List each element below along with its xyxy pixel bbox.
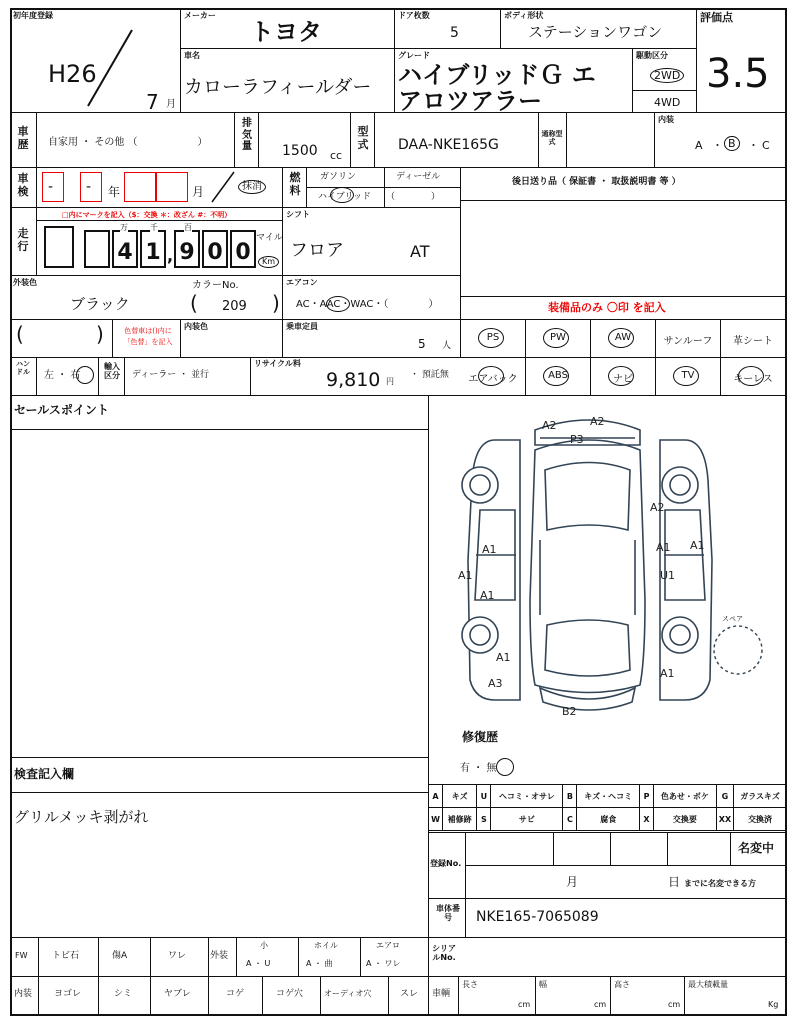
recycle-unit: 円	[386, 377, 394, 386]
mileage-sen: 千	[150, 223, 158, 232]
score-label: 評価点	[700, 11, 733, 24]
reg-day: 日	[668, 875, 681, 889]
nai-koge-ana: コゲ穴	[276, 989, 304, 999]
displacement-label: 排気量	[242, 118, 252, 152]
exterior-color-value: ブラック	[70, 295, 130, 313]
damage-mark: U1	[660, 569, 676, 582]
legend-code: B	[563, 785, 577, 808]
damage-mark: A1	[458, 569, 473, 582]
mileage-man: 万	[120, 223, 128, 232]
displacement-unit: cc	[330, 149, 343, 162]
interior-a: A	[695, 139, 703, 152]
chassis-value: NKE165-7065089	[476, 909, 599, 925]
mileage-hyaku: 百	[184, 223, 192, 232]
mileage-digit-1: 4	[112, 230, 138, 268]
fw-gaiso: 外装	[210, 951, 229, 961]
length-unit: cm	[518, 1000, 531, 1009]
nai-koge: コゲ	[226, 989, 245, 999]
height-label: 高さ	[614, 980, 630, 989]
nai-yabure: ヤブレ	[164, 989, 191, 999]
equipment-circle	[543, 366, 569, 386]
fw-wheel: ホイル	[314, 941, 338, 950]
legend-desc: 腐食	[577, 808, 640, 831]
doors-value: 5	[450, 25, 459, 41]
fuel-hybrid: ハイブリッド	[318, 192, 372, 202]
docs-label: 後日送り品（ 保証書 ・ 取扱説明書 等 ）	[512, 177, 681, 187]
mileage-digit-5: 0	[230, 230, 256, 268]
reg-change: 名変中	[738, 841, 775, 855]
damage-mark: A1	[496, 651, 511, 664]
equipment-circle	[543, 328, 569, 348]
handle-label: ハンドル	[16, 360, 30, 377]
exterior-color-label: 外装色	[13, 278, 37, 287]
equipment-circle	[478, 328, 504, 348]
handle-value: 左 ・ 右	[44, 370, 81, 381]
damage-mark: A2	[650, 501, 665, 514]
legend-code: P	[640, 785, 654, 808]
fw-kizu: 傷A	[112, 951, 128, 961]
recycle-deposit: ・ 預託無	[410, 370, 449, 380]
interior-color-label: 内装色	[184, 322, 208, 331]
maker-label: メーカー	[184, 11, 216, 20]
legend-code: X	[640, 808, 654, 831]
interior-c: C	[762, 139, 770, 152]
interior-label: 内装	[658, 115, 674, 124]
inspection-label: 検査記入欄	[14, 767, 75, 781]
equipment-item: エアバック	[468, 374, 518, 385]
grade-label: グレード	[398, 51, 430, 60]
interior-b: B	[724, 136, 740, 151]
model-value: DAA-NKE165G	[398, 137, 499, 153]
drive-label: 駆動区分	[636, 51, 668, 60]
slash-mark	[208, 170, 238, 204]
damage-mark: A1	[656, 541, 671, 554]
legend-code: C	[563, 808, 577, 831]
shaken-expired: 抹消	[238, 180, 266, 194]
legend-code: S	[477, 808, 491, 831]
mileage-digit-blank	[84, 230, 110, 268]
chassis-label: 車体番号	[436, 904, 460, 923]
drive-4wd: 4WD	[654, 96, 681, 109]
shift-label: シフト	[286, 210, 310, 219]
shaken-dash-2: -	[86, 179, 92, 195]
fw-ware: ワレ	[168, 951, 187, 961]
model-label: 型式	[357, 125, 369, 151]
shaken-dash-1: -	[48, 179, 54, 195]
fuel-gas: ガソリン	[320, 172, 357, 182]
first-reg-year: H26	[48, 60, 97, 88]
legend-desc: 交換要	[654, 808, 717, 831]
recycle-label: リサイクル料	[254, 359, 301, 368]
no-repair-circle	[496, 758, 514, 776]
inspection-comment: グリルメッキ剥がれ	[14, 808, 149, 826]
equipment-item: キーレス	[733, 374, 773, 385]
equipment-item: PS	[486, 332, 500, 343]
equipment-circle	[478, 366, 504, 386]
damage-mark: A2	[590, 415, 605, 428]
grade-value-2: アロツアラー	[398, 87, 542, 115]
fw-sho: 小	[260, 941, 268, 950]
mileage-mark-box	[44, 226, 74, 268]
nai-shimi: シミ	[114, 989, 133, 999]
height-unit: cm	[668, 1000, 681, 1009]
recycle-value: 9,810	[326, 369, 381, 391]
common-model-label: 通称型式	[541, 130, 563, 147]
shift-value: フロア	[290, 240, 344, 261]
mileage-digit-3: 9	[174, 230, 200, 268]
fw-wheel-value: A ・ 曲	[306, 959, 333, 968]
equipment-circle	[608, 366, 634, 386]
aircon-label: エアコン	[286, 278, 318, 287]
legend-desc: ヘコミ・オサレ	[491, 785, 563, 808]
damage-mark: A3	[488, 677, 503, 690]
import-value: ディーラー ・ 並行	[132, 370, 210, 380]
color-no-value: 209	[222, 299, 247, 314]
car-name-value: カローラフィールダー	[184, 76, 372, 98]
equipment-item: サンルーフ	[663, 336, 713, 347]
fuel-label: 燃料	[289, 171, 301, 197]
fw-sho-value: A ・ U	[246, 959, 271, 968]
legend-code: A	[429, 785, 443, 808]
legend-desc: キズ・ヘコミ	[577, 785, 640, 808]
equipment-item: AW	[614, 332, 632, 343]
nai-sure: スレ	[400, 989, 419, 999]
max-load-unit: Kg	[768, 1000, 779, 1009]
repair-value: 有 ・ 無	[460, 763, 497, 774]
legend-desc: サビ	[491, 808, 563, 831]
fw-tobiishi: トビ石	[52, 951, 80, 961]
equipment-circle	[738, 366, 764, 386]
first-reg-month-unit: 月	[166, 99, 176, 110]
fw-label: FW	[15, 951, 28, 960]
hybrid-circle	[330, 187, 354, 203]
color-change-paren-right: )	[96, 322, 104, 346]
shaken-year-unit: 年	[108, 185, 121, 199]
aircon-value: AC・AAC・WAC・（ ）	[296, 299, 439, 310]
damage-mark: A1	[480, 589, 495, 602]
score-value: 3.5	[706, 51, 770, 97]
legend-desc: 交換済	[734, 808, 787, 831]
legend-desc: 色あせ・ボケ	[654, 785, 717, 808]
legend-code: XX	[716, 808, 733, 831]
max-load-label: 最大積載量	[688, 980, 728, 989]
nai-yogore: ヨゴレ	[54, 989, 82, 999]
fw-aero: エアロ	[376, 941, 400, 950]
history-value: 自家用 ・ その他 （ ）	[48, 137, 208, 148]
equipment-circle	[608, 328, 634, 348]
spare-label: スペア	[722, 615, 743, 623]
mileage-digit-2: 1	[140, 230, 166, 268]
equipment-item: PW	[550, 332, 566, 343]
fuel-paren: （ ）	[386, 192, 441, 202]
damage-mark: B2	[562, 705, 577, 718]
maker-value: トヨタ	[250, 18, 322, 46]
reg-note: までに名変できる方	[684, 879, 756, 888]
length-label: 長さ	[462, 980, 478, 989]
sharyo-label: 車輌	[432, 989, 451, 999]
color-no-paren-right: )	[272, 291, 280, 315]
equipment-item: ABS	[548, 370, 568, 381]
damage-mark: A1	[482, 543, 497, 556]
history-label: 車歴	[17, 125, 29, 151]
body-value: ステーションワゴン	[528, 23, 663, 41]
legend-code: W	[429, 808, 443, 831]
reg-no-label: 登録No.	[430, 859, 462, 868]
color-change-paren-left: (	[16, 322, 24, 346]
aac-circle	[326, 296, 350, 312]
first-reg-month: 7	[146, 90, 159, 114]
equipment-item: ナビ	[613, 374, 633, 385]
width-unit: cm	[594, 1000, 607, 1009]
damage-mark: A2	[542, 419, 557, 432]
nai-audio-ana: オーディオ穴	[324, 989, 372, 998]
mileage-comma: ,	[167, 246, 174, 265]
capacity-label: 乗車定員	[286, 322, 318, 331]
legend-code: U	[477, 785, 491, 808]
mileage-label: 走行	[17, 227, 29, 253]
capacity-unit: 人	[442, 341, 452, 351]
doors-label: ドア枚数	[398, 11, 430, 20]
import-label: 輸入区分	[104, 362, 120, 381]
damage-legend	[428, 784, 787, 831]
displacement-value: 1500	[282, 143, 318, 159]
equipment-item: 革シート	[733, 336, 773, 347]
legend-code: G	[716, 785, 733, 808]
sales-point-label: セールスポイント	[14, 403, 109, 417]
grade-value-1: ハイブリッドＧ エ	[398, 61, 596, 89]
mileage-note: □内にマークを記入（$：交換 ＊：改ざん #：不明）	[62, 211, 232, 219]
shaken-month-unit: 月	[192, 185, 205, 199]
body-label: ボディ形状	[504, 11, 544, 20]
interior-sep-2: ・	[748, 139, 759, 152]
equipment-item: TV	[681, 370, 695, 381]
shaken-label: 車検	[17, 172, 29, 198]
car-name-label: 車名	[184, 51, 200, 60]
nai-label: 内装	[14, 989, 33, 999]
right-hand-circle	[76, 366, 94, 384]
serial-label: シリアルNo.	[432, 944, 456, 963]
reg-month: 月	[566, 875, 579, 889]
legend-desc: キズ	[443, 785, 477, 808]
fuel-diesel: ディーゼル	[396, 172, 441, 182]
damage-mark: P3	[570, 433, 584, 446]
mileage-digit-4: 0	[202, 230, 228, 268]
color-change-note: 色替車は()内に「色替」を記入	[123, 327, 173, 346]
legend-desc: 補修跡	[443, 808, 477, 831]
repair-label: 修復歴	[462, 730, 499, 744]
width-label: 幅	[539, 980, 547, 989]
slash-mark	[80, 28, 140, 108]
color-no-label: カラーNo.	[192, 280, 239, 291]
shift-type: AT	[410, 242, 430, 261]
equip-header: 装備品のみ 〇印 を記入	[548, 301, 666, 314]
capacity-value: 5	[418, 337, 426, 351]
fw-aero-value: A ・ ワレ	[366, 959, 401, 968]
first-reg-label: 初年度登録	[13, 11, 53, 20]
mileage-km: Km	[258, 256, 279, 268]
drive-2wd: 2WD	[650, 68, 684, 83]
interior-sep-1: ・	[712, 139, 723, 152]
color-no-paren-left: (	[190, 291, 198, 315]
legend-desc: ガラスキズ	[734, 785, 787, 808]
damage-mark: A1	[660, 667, 675, 680]
mileage-mile: マイル	[256, 233, 283, 243]
damage-mark: A1	[690, 539, 705, 552]
equipment-circle	[673, 366, 699, 386]
